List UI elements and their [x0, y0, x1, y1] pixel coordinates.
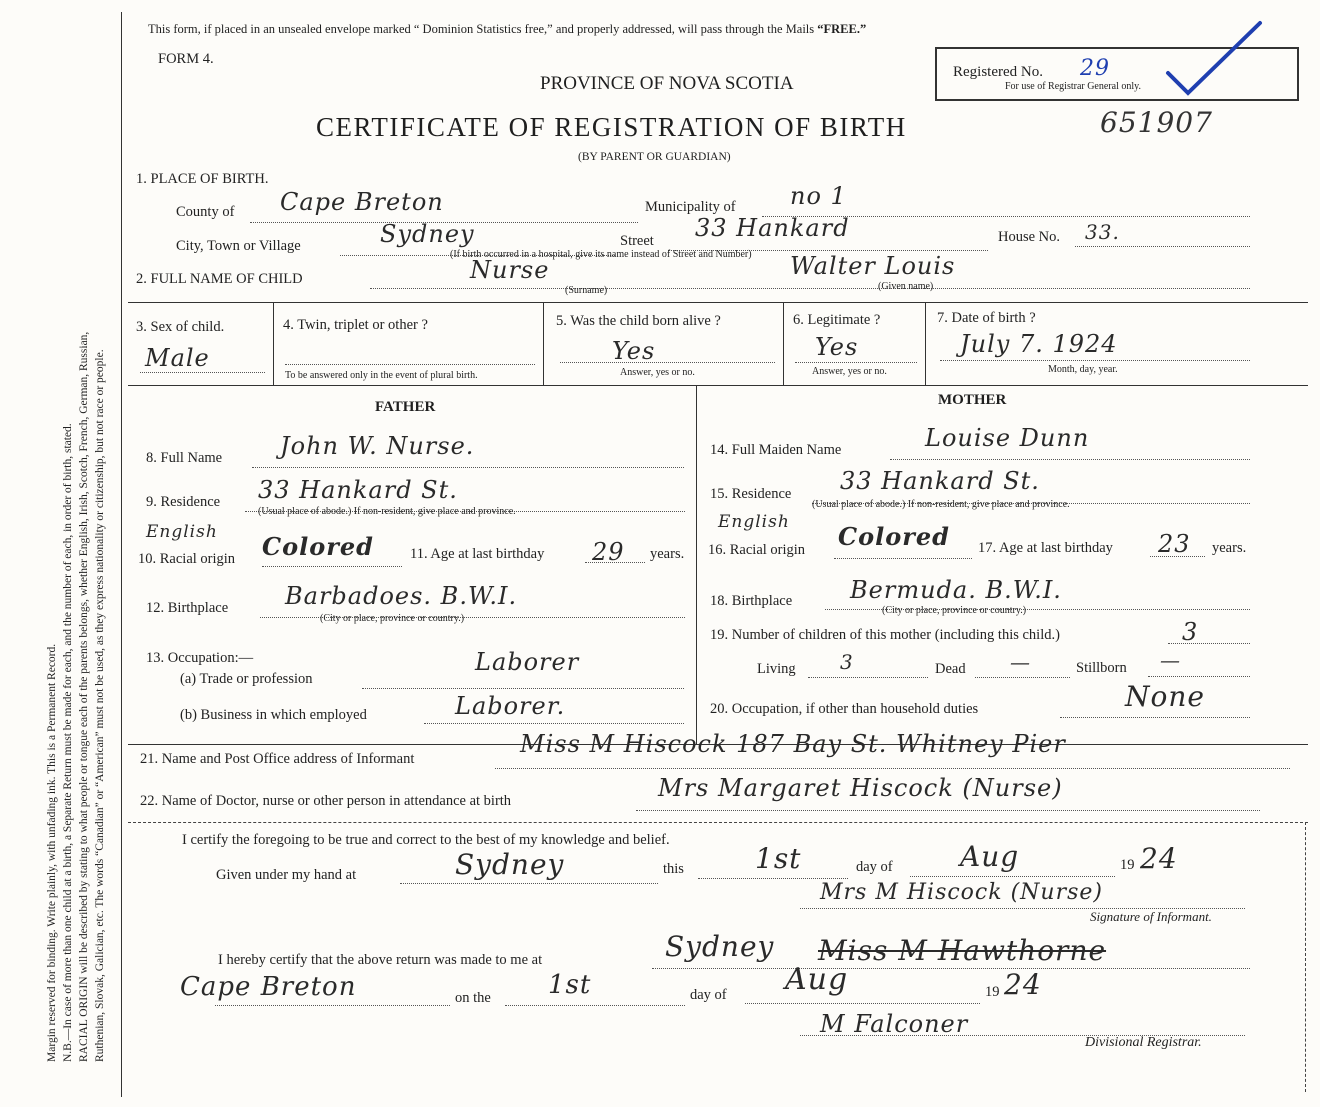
- mother-heading: MOTHER: [938, 392, 1007, 408]
- registrar-year-value: 24: [1004, 968, 1042, 1001]
- legitimate-note: Answer, yes or no.: [812, 366, 887, 377]
- registrar-day-of-label: day of: [690, 987, 727, 1003]
- given-under-label: Given under my hand at: [216, 867, 357, 883]
- dead-line: [975, 677, 1070, 678]
- father-residence-caption: (Usual place of abode.) If non-resident, give place and province.: [258, 506, 516, 517]
- registrar-day-line: [505, 1005, 685, 1006]
- certify-statement: I certify the foregoing to be true and correct to the best of my knowledge and belief.: [182, 832, 670, 848]
- mother-residence-value: 33 Hankard St.: [840, 467, 1040, 495]
- county-value: Cape Breton: [280, 188, 444, 216]
- trade-value: Laborer: [475, 648, 580, 676]
- city-value: Sydney: [380, 220, 475, 248]
- stillborn-value: —: [1160, 648, 1181, 672]
- mother-occupation-label: 20. Occupation, if other than household duties: [710, 701, 979, 717]
- father-birthplace-value: Barbadoes. B.W.I.: [285, 582, 518, 610]
- house-no-label: House No.: [998, 229, 1061, 245]
- certification-right-edge: [1305, 822, 1306, 1092]
- father-race-label: 10. Racial origin: [138, 551, 236, 567]
- given-place-value: Sydney: [455, 848, 565, 881]
- child-surname-value: Nurse: [470, 256, 550, 284]
- mother-race-value: Colored: [838, 522, 950, 551]
- alive-note: Answer, yes or no.: [620, 367, 695, 378]
- father-birthplace-label: 12. Birthplace: [146, 600, 229, 616]
- province-heading: PROVINCE OF NOVA SCOTIA: [540, 73, 794, 94]
- mother-occupation-value: None: [1125, 680, 1205, 713]
- month-value: Aug: [960, 840, 1020, 873]
- father-name-label: 8. Full Name: [146, 450, 223, 466]
- rule-certification-top: [128, 822, 1308, 823]
- dob-note: Month, day, year.: [1048, 364, 1118, 375]
- municipality-label: Municipality of: [645, 199, 736, 215]
- this-label: this: [663, 861, 684, 877]
- city-label: City, Town or Village: [176, 238, 301, 254]
- col-divider-3: [783, 302, 784, 385]
- given-name-caption: (Given name): [878, 281, 934, 292]
- living-value: 3: [840, 650, 854, 674]
- twin-note: To be answered only in the event of plural birth.: [285, 370, 478, 381]
- col-divider-2: [543, 302, 544, 385]
- rule-parents-top: [128, 385, 1308, 386]
- registrar-place-value: Sydney: [665, 930, 775, 963]
- registrar-signature: M Falconer: [820, 1010, 969, 1038]
- legitimate-line: [795, 362, 917, 363]
- surname-caption: (Surname): [565, 285, 608, 296]
- informant-signature: Mrs M Hiscock (Nurse): [820, 880, 1103, 905]
- col-divider-1: [273, 302, 274, 385]
- legitimate-label: 6. Legitimate ?: [793, 312, 881, 328]
- living-label: Living: [757, 661, 796, 677]
- margin-notes: [44, 2, 108, 1062]
- mother-birthplace-caption: (City or place, province or country.): [882, 605, 1027, 616]
- dob-label: 7. Date of birth ?: [937, 310, 1036, 326]
- check-mark-icon: [1160, 15, 1270, 100]
- sex-line: [140, 372, 265, 373]
- registrar-day-value: 1st: [548, 970, 592, 1000]
- child-name-line: [370, 288, 1250, 289]
- trade-line: [362, 688, 684, 689]
- father-age-label: 11. Age at last birthday: [410, 546, 545, 562]
- registrar-year-prefix: 19: [985, 984, 1000, 1000]
- father-race-line: [262, 566, 402, 567]
- on-the-label: on the: [455, 990, 491, 1006]
- attendant-value: Mrs Margaret Hiscock (Nurse): [658, 774, 1063, 802]
- house-no-line: [1075, 246, 1250, 247]
- informant-line: [495, 768, 1290, 769]
- registrar-county-value: Cape Breton: [180, 972, 357, 1002]
- dead-value: —: [1010, 650, 1031, 674]
- father-race-extra: English: [146, 522, 218, 542]
- mother-race-label: 16. Racial origin: [708, 542, 806, 558]
- father-residence-label: 9. Residence: [146, 494, 221, 510]
- margin-line-1: Margin reserved for binding. Write plainly, with unfading ink. This is a Permanent Record.: [46, 643, 58, 1062]
- legitimate-value: Yes: [815, 333, 859, 361]
- hospital-note: (If birth occurred in a hospital, give its name instead of Street and Number): [450, 249, 752, 260]
- stillborn-line: [1148, 676, 1250, 677]
- father-residence-value: 33 Hankard St.: [258, 476, 458, 504]
- street-label: Street: [620, 233, 654, 249]
- given-place-line: [400, 883, 658, 884]
- form-number: FORM 4.: [158, 51, 214, 67]
- place-of-birth-label: 1. PLACE OF BIRTH.: [136, 171, 269, 187]
- registrar-month-line: [745, 1003, 980, 1004]
- day-of-label: day of: [856, 859, 893, 875]
- margin-line-2: N.B.—In case of more than one child at a birth, a Separate Return must be made for each, and the number of each, in order of birth, stated.: [62, 423, 74, 1062]
- mother-age-value: 23: [1158, 530, 1191, 558]
- registered-no-value: 29: [1080, 56, 1110, 81]
- sex-label: 3. Sex of child.: [136, 319, 225, 335]
- day-value: 1st: [755, 842, 802, 875]
- business-label: (b) Business in which employed: [180, 707, 367, 723]
- free-label: “FREE.”: [817, 22, 867, 36]
- page-title: CERTIFICATE OF REGISTRATION OF BIRTH: [316, 112, 907, 142]
- mother-birthplace-value: Bermuda. B.W.I.: [850, 576, 1062, 604]
- informant-signature-caption: Signature of Informant.: [1090, 909, 1212, 924]
- page-subtitle: (BY PARENT OR GUARDIAN): [578, 151, 731, 163]
- business-line: [424, 723, 684, 724]
- street-value: 33 Hankard: [695, 214, 850, 242]
- twin-line: [285, 364, 535, 365]
- attendant-label: 22. Name of Doctor, nurse or other person in attendance at birth: [140, 793, 512, 809]
- father-age-unit: years.: [650, 546, 685, 562]
- dob-value: July 7. 1924: [960, 330, 1118, 358]
- father-heading: FATHER: [375, 399, 436, 415]
- certificate-number: 651907: [1100, 106, 1213, 139]
- month-line: [910, 876, 1115, 877]
- father-race-value: Colored: [262, 532, 374, 561]
- father-age-value: 29: [592, 538, 625, 566]
- mother-name-line: [890, 459, 1250, 460]
- stillborn-label: Stillborn: [1076, 660, 1127, 676]
- sex-value: Male: [145, 344, 210, 372]
- father-name-line: [252, 467, 684, 468]
- registrar-struck-name: Miss M Hawthorne: [818, 934, 1107, 967]
- col-divider-4: [925, 302, 926, 385]
- informant-label: 21. Name and Post Office address of Informant: [140, 751, 415, 767]
- dead-label: Dead: [935, 661, 966, 677]
- day-line: [698, 878, 848, 879]
- mother-occupation-line: [1060, 717, 1250, 718]
- margin-line-4: Ruthenian, Slovak, Galician, etc. The words “Canadian” or “American” must not be used, as they express nationality or citizenship, but not race or people.: [94, 349, 106, 1062]
- attendant-line: [636, 810, 1260, 811]
- binding-rule: [121, 12, 122, 1097]
- child-name-label: 2. FULL NAME OF CHILD: [136, 271, 303, 287]
- mother-name-value: Louise Dunn: [925, 424, 1090, 452]
- mother-age-label: 17. Age at last birthday: [978, 540, 1113, 556]
- father-name-value: John W. Nurse.: [280, 432, 475, 460]
- margin-line-3: RACIAL ORIGIN will be described by stating to what people or tongue each of the parents belongs, whether English, Irish, Scotch, French, German, Russian,: [78, 331, 90, 1062]
- twin-label: 4. Twin, triplet or other ?: [283, 317, 428, 333]
- mother-age-unit: years.: [1212, 540, 1247, 556]
- county-label: County of: [176, 204, 235, 220]
- registrar-note: For use of Registrar General only.: [1005, 81, 1141, 92]
- father-birthplace-caption: (City or place, province or country.): [320, 613, 465, 624]
- children-count-label: 19. Number of children of this mother (including this child.): [710, 627, 1060, 643]
- informant-value: Miss M Hiscock 187 Bay St. Whitney Pier: [520, 730, 1066, 758]
- child-given-value: Walter Louis: [790, 252, 956, 280]
- registrar-signature-caption: Divisional Registrar.: [1085, 1035, 1202, 1050]
- registrar-certify-text: I hereby certify that the above return was made to me at: [218, 952, 543, 968]
- parents-divider: [696, 385, 697, 745]
- registrar-county-line: [215, 1005, 450, 1006]
- mother-race-line: [834, 558, 972, 559]
- registered-no-label: Registered No.: [953, 64, 1043, 80]
- alive-label: 5. Was the child born alive ?: [556, 313, 721, 329]
- mother-residence-label: 15. Residence: [710, 486, 792, 502]
- children-count-line: [1168, 643, 1250, 644]
- living-line: [808, 677, 928, 678]
- registrar-place-line: [652, 968, 1250, 969]
- registrar-month-value: Aug: [785, 962, 849, 997]
- alive-value: Yes: [612, 337, 656, 365]
- municipality-value: no 1: [790, 182, 847, 210]
- father-occupation-label: 13. Occupation:—: [146, 650, 254, 666]
- alive-line: [560, 362, 775, 363]
- mother-race-extra: English: [718, 512, 790, 532]
- house-no-value: 33.: [1085, 220, 1120, 244]
- year-prefix: 19: [1120, 857, 1135, 873]
- mother-birthplace-label: 18. Birthplace: [710, 593, 793, 609]
- dob-line: [940, 360, 1250, 361]
- year-value: 24: [1140, 842, 1178, 875]
- children-count-value: 3: [1182, 618, 1199, 646]
- rule-top-grid: [128, 302, 1308, 303]
- mother-residence-caption: (Usual place of abode.) If non-resident, give place and province.: [812, 499, 1070, 510]
- mother-name-label: 14. Full Maiden Name: [710, 442, 842, 458]
- mail-notice: This form, if placed in an unsealed envelope marked “ Dominion Statistics free,” and properly addressed, will pass through the Mails “FREE.”: [148, 22, 867, 36]
- business-value: Laborer.: [455, 692, 566, 720]
- trade-label: (a) Trade or profession: [180, 671, 313, 687]
